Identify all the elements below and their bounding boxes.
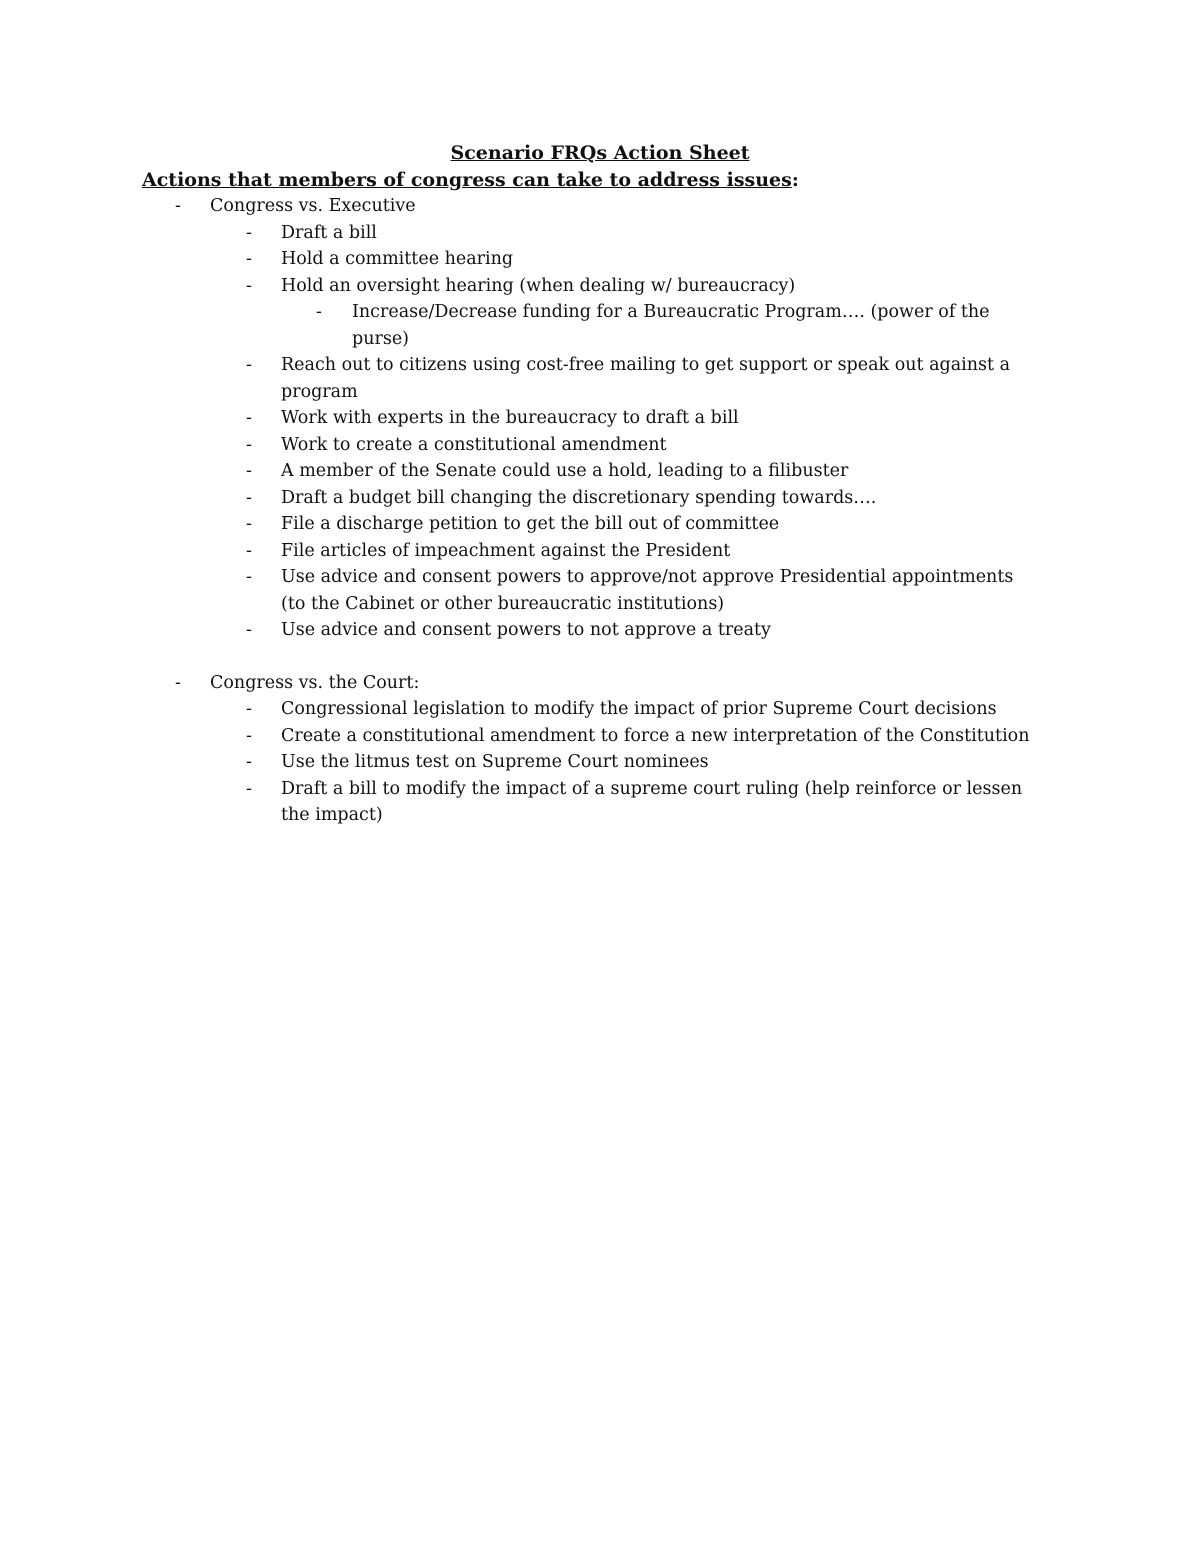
section-1 xyxy=(0,193,1200,644)
bullet-dash: - xyxy=(246,514,252,534)
section-label-text: Congress vs. Executive xyxy=(210,196,416,216)
list-item-text: File a discharge petition to get the bill out of committee xyxy=(281,514,780,534)
bullet-dash: - xyxy=(246,752,252,772)
section-heading-colon: : xyxy=(791,169,799,191)
bullet-dash: - xyxy=(246,778,252,799)
section-heading-text: Actions that members of congress can take to address issues xyxy=(142,169,792,191)
list-item-text: Work with experts in the bureaucracy to draft a bill xyxy=(281,408,739,428)
list-item-text: Draft a bill to modify the impact of a supreme court ruling (help reinforce or lessen the impact) xyxy=(281,778,1023,825)
list-item xyxy=(0,246,1041,273)
bullet-dash: - xyxy=(246,275,252,296)
list-item xyxy=(0,220,1041,247)
list-item-text: Use the litmus test on Supreme Court nominees xyxy=(281,752,709,772)
bullet-dash: - xyxy=(246,620,252,640)
list-item-text: Draft a bill xyxy=(281,222,377,243)
bullet-dash: - xyxy=(175,672,181,693)
bullet-dash: - xyxy=(175,196,181,216)
section-label xyxy=(0,193,1200,220)
list-item xyxy=(0,352,1041,405)
bullet-dash: - xyxy=(246,487,252,508)
list-item xyxy=(0,432,1041,459)
sub-list-item-text: Increase/Decrease funding for a Bureaucratic Program…. (power of the purse) xyxy=(352,302,990,349)
bullet-dash: - xyxy=(246,249,252,269)
list-item-text: A member of the Senate could use a hold, leading to a filibuster xyxy=(281,461,849,481)
list-item xyxy=(0,617,1041,644)
list-item-text: Draft a budget bill changing the discretionary spending towards…. xyxy=(281,487,877,508)
list-item-text: File articles of impeachment against the President xyxy=(281,540,731,561)
section-label-text: Congress vs. the Court: xyxy=(210,672,420,693)
list-item xyxy=(0,538,1041,565)
list-item xyxy=(0,723,1041,750)
list-item xyxy=(0,696,1041,723)
list-item-text: Hold an oversight hearing (when dealing w/ bureaucracy) xyxy=(281,275,796,296)
document-title: Scenario FRQs Action Sheet xyxy=(450,142,750,164)
list-item-text: Congressional legislation to modify the impact of prior Supreme Court decisions xyxy=(281,699,997,719)
list-item-text: Reach out to citizens using cost-free mailing to get support or speak out against a program xyxy=(281,355,1011,402)
list-item xyxy=(0,564,1041,617)
list-item xyxy=(0,458,1041,485)
bullet-dash: - xyxy=(246,699,252,719)
bullet-dash: - xyxy=(246,461,252,481)
list-item xyxy=(0,485,1041,512)
bullet-dash: - xyxy=(246,434,252,455)
section-label xyxy=(0,670,1200,697)
list-item xyxy=(0,749,1041,776)
section-heading xyxy=(142,167,799,193)
section-2 xyxy=(0,670,1200,829)
bullet-dash: - xyxy=(316,302,322,322)
bullet-dash: - xyxy=(246,567,252,587)
bullet-dash: - xyxy=(246,408,252,428)
list-item xyxy=(0,511,1041,538)
list-item-text: Hold a committee hearing xyxy=(281,249,514,269)
list-item-text: Create a constitutional amendment to force a new interpretation of the Constitution xyxy=(281,725,1030,746)
list-item xyxy=(0,405,1041,432)
list-item-text: Use advice and consent powers to approve/not approve Presidential appointments (to the Cabinet or other bureaucratic institutions) xyxy=(281,567,1014,614)
action-sections xyxy=(0,193,1200,829)
list-item-text: Work to create a constitutional amendment xyxy=(281,434,667,455)
bullet-dash: - xyxy=(246,540,252,561)
sub-list-item xyxy=(0,299,1052,352)
bullet-dash: - xyxy=(246,725,252,746)
bullet-dash: - xyxy=(246,222,252,243)
bullet-dash: - xyxy=(246,355,252,375)
list-item xyxy=(0,776,1041,829)
list-item-text: Use advice and consent powers to not approve a treaty xyxy=(281,620,771,640)
list-item xyxy=(0,273,1041,300)
